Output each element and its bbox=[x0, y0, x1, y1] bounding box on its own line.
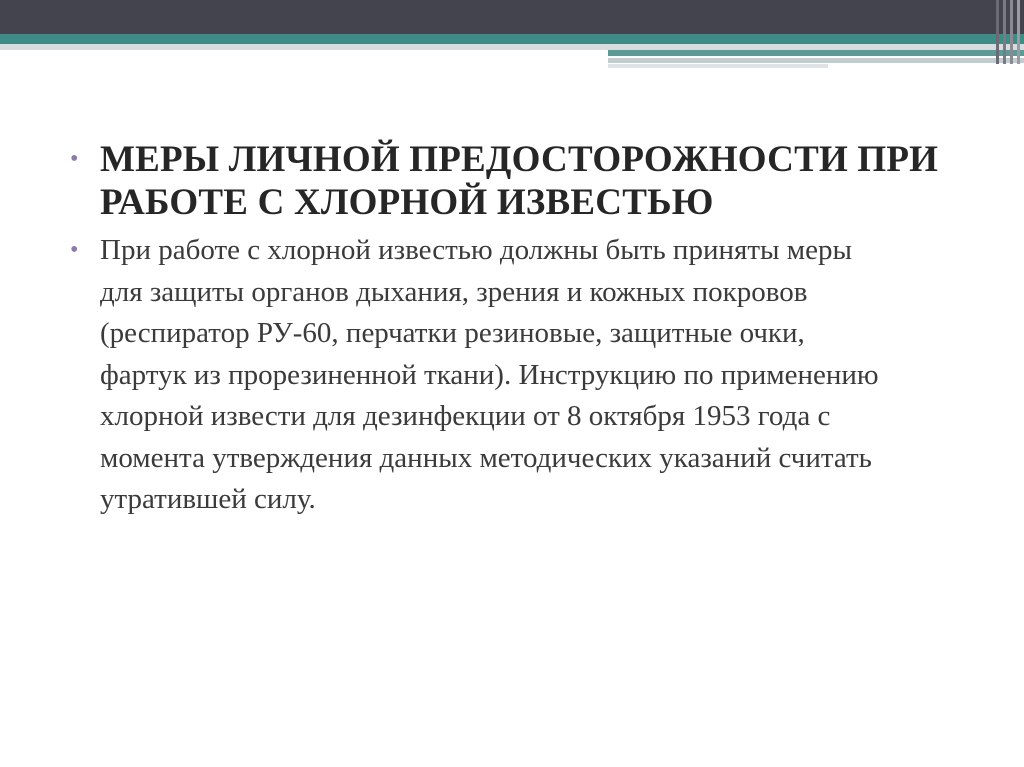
bullet-item-heading bbox=[70, 138, 950, 224]
bullet-icon: • bbox=[70, 146, 79, 172]
bullet-icon: • bbox=[70, 237, 79, 263]
header-stripe bbox=[1003, 0, 1006, 64]
header-stripe bbox=[1017, 0, 1020, 64]
slide-body-text: При работе с хлорной известью должны быть приняты меры для защиты органов дыхания, зрения и кожных покровов (респиратор РУ-60, перчатки резиновые, защитные очки, фартук из прорезиненной ткани). Инструкцию по применению хлорной извести для дезинфекции от 8 октября 1953 года с момента утверждения данных методических указаний считать утратившей силу. bbox=[100, 234, 879, 515]
header-bar-dark bbox=[0, 0, 1024, 34]
header-accent-bar-teal bbox=[608, 50, 1024, 56]
slide-heading: МЕРЫ ЛИЧНОЙ ПРЕДОСТОРОЖНОСТИ ПРИ РАБОТЕ С ХЛОРНОЙ ИЗВЕСТЬЮ bbox=[100, 139, 939, 223]
header-bar-teal bbox=[0, 34, 1024, 44]
bullet-item-body bbox=[70, 230, 950, 521]
header-accent-bar-light bbox=[608, 58, 1024, 63]
header-stripe bbox=[1010, 0, 1013, 64]
header-accent-bar-short bbox=[608, 64, 828, 68]
header-stripe bbox=[996, 0, 999, 64]
slide-content bbox=[70, 138, 950, 521]
